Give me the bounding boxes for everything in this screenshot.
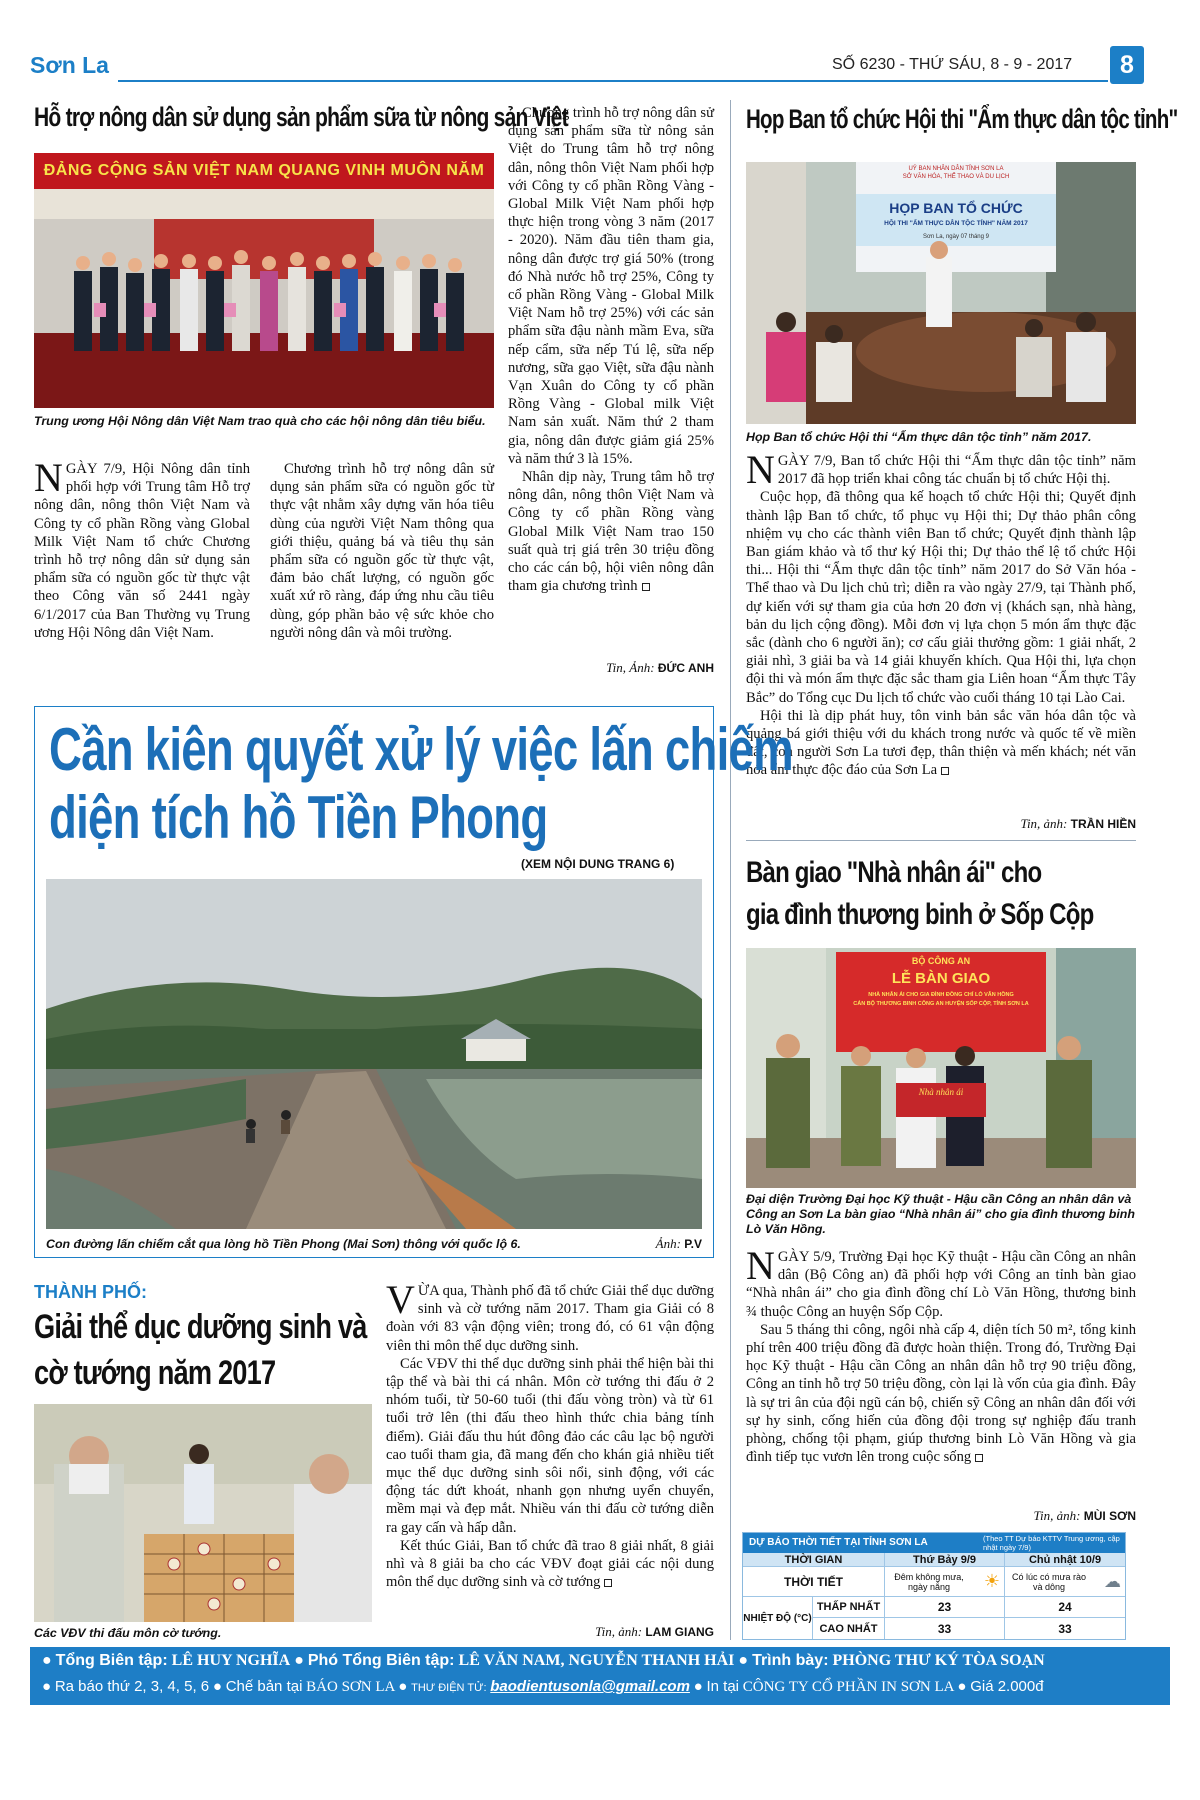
article2-title: Họp Ban tổ chức Hội thi "Ẩm thực dân tộc tỉnh" <box>746 104 1178 134</box>
article5-title-line2: cờ tướng năm 2017 <box>34 1354 276 1392</box>
end-mark <box>941 767 949 775</box>
byline-author: LAM GIANG <box>645 1625 714 1639</box>
footer-email-label: THƯ ĐIỆN TỬ: <box>411 1682 487 1694</box>
article1-col2-text: Chương trình hỗ trợ nông dân sử dụng sản phẩm sữa có nguồn gốc từ thực vật nhằm xây dựng văn hóa tiêu dùng của người Việt Nam thông qua giới thiệu, quảng bá và tiêu thụ sản phẩm sữa có nguồn gốc từ thực vật, đảm bảo chất lượng, có nguồn gốc xuất xứ rõ ràng, đáp ứng nhu cầu tiêu dùng, góp phần bảo vệ sức khỏe cho người nông dân và môi trường. <box>270 461 494 641</box>
footer-editor-label: Tổng Biên tập: <box>55 1652 168 1669</box>
article2-byline <box>990 816 1136 832</box>
article2-photo <box>746 162 1136 424</box>
article5-title-line1: Giải thể dục dưỡng sinh và <box>34 1308 367 1346</box>
article1-byline <box>508 660 714 676</box>
article5-p3: Kết thúc Giải, Ban tổ chức đã trao 8 giải nhất, 8 giải nhì và 8 giải ba cho các VĐV đoạt giải các nội dung môn thể dục dưỡng sinh và cờ tướng <box>386 1537 714 1591</box>
article1-photo <box>34 153 494 408</box>
footer-row-2: ● Ra báo thứ 2, 3, 4, 5, 6 ● Chế bản tại BÁO SƠN LA ● THƯ ĐIỆN TỬ: baodientusonla@gmail.com ● In tại CÔNG TY CỔ PHẦN IN SƠN LA ● Giá 2.000đ <box>42 1678 1044 1695</box>
article1-col3-p2: Nhân dịp này, Trung tâm hỗ trợ nông dân, nông thôn Việt Nam và Công ty cổ phần Rồng vàng Global Milk Việt Nam trao 150 suất quà trị giá trên 30 triệu đồng cho các cán bộ, hội viên nông dân tham gia chương trình <box>508 469 714 595</box>
article5-photo <box>34 1404 372 1622</box>
page-number: 8 <box>1110 46 1144 84</box>
weather-cond2-text: Có lúc có mưa rào và dông <box>1011 1571 1087 1592</box>
weather-cond2 <box>1005 1567 1125 1597</box>
weather-row-label: THỜI TIẾT <box>743 1567 885 1597</box>
footer-bar <box>30 1647 1170 1705</box>
article4-body <box>746 1243 1136 1466</box>
article1-title: Hỗ trợ nông dân sử dụng sản phẩm sữa từ nông sản Việt <box>34 102 568 132</box>
article4-photo-sub1: NHÀ NHÂN ÁI CHO GIA ĐÌNH ĐỒNG CHÍ LÒ VĂN HỒNG <box>868 992 1014 998</box>
article5-kicker: THÀNH PHỐ: <box>34 1282 147 1302</box>
weather-day1: Thứ Bảy 9/9 <box>885 1553 1005 1567</box>
article1-col1-text: GÀY 7/9, Hội Nông dân tỉnh phối hợp với Trung tâm Hỗ trợ nông dân, nông thôn Việt Nam và Công ty cổ phần Rồng vàng Global Milk Việt Nam tổ chức Chương trình hỗ trợ nông dân sử dụng sản phẩm sữa có nguồn gốc từ thực vật theo Công văn số 2441 ngày 6/1/2017 của Ban Thường vụ Trung ương Hội Nông dân Việt Nam. <box>34 461 250 641</box>
article2-photo-date: Sơn La, ngày 07 tháng 9 <box>923 234 989 240</box>
end-mark <box>604 1579 612 1587</box>
credit-author: P.V <box>684 1237 702 1251</box>
footer-deputy: LÊ VĂN NAM, NGUYỄN THANH HẢI <box>458 1652 735 1669</box>
byline-label: Tin, ảnh: <box>595 1624 643 1639</box>
article4-byline <box>986 1508 1136 1524</box>
article5-p1: ỪA qua, Thành phố đã tổ chức Giải thể dục dưỡng sinh và cờ tướng năm 2017. Tham gia Giải có 8 đoàn với 83 vận động viên; trong đó, có 61 vận động viên thi môn thể dục dưỡng sinh. <box>386 1283 714 1354</box>
weather-high2: 33 <box>1058 1621 1072 1636</box>
article3-credit <box>555 1236 702 1252</box>
article2-caption: Họp Ban tổ chức Hội thi “Ẩm thực dân tộc tỉnh” năm 2017. <box>746 430 1092 444</box>
article5-caption: Các VĐV thi đấu môn cờ tướng. <box>34 1626 222 1640</box>
footer-deputy-label: Phó Tổng Biên tập: <box>307 1652 455 1669</box>
credit-label: Ảnh: <box>655 1236 681 1251</box>
end-mark <box>642 583 650 591</box>
article3-box <box>34 706 793 1258</box>
weather-source: (Theo TT Dự báo KTTV Trung ương, cập nhật ngày 7/9) <box>983 1534 1120 1552</box>
article4-photo-board: Nhà nhân ái <box>918 1087 964 1097</box>
rain-cloud-icon: ☁ <box>1104 1571 1121 1591</box>
weather-low1: 23 <box>885 1597 1005 1618</box>
byline-label: Tin, ảnh: <box>1033 1508 1081 1523</box>
weather-col-time: THỜI GIAN <box>743 1553 885 1567</box>
article5-dropcap: V <box>386 1277 415 1322</box>
article1-dropcap: N <box>34 455 63 500</box>
byline-author: MÙI SƠN <box>1083 1509 1136 1523</box>
section-name: Sơn La <box>30 52 109 78</box>
end-mark <box>975 1454 983 1462</box>
footer-prepress: BÁO SƠN LA <box>306 1679 395 1695</box>
article4-p2: Sau 5 tháng thi công, ngôi nhà cấp 4, diện tích 50 m², tổng kinh phí trên 400 triệu đồng đã được hoàn thiện. Trong đó, Trường Đại học Kỹ thuật - Hậu cần Công an nhân dân hỗ trợ 90 triệu đồng, Công an tỉnh hỗ trợ 50 triệu đồng, còn lại là vốn của gia đình. Đây là sự tri ân của đội ngũ cán bộ, chiến sỹ Công an nhân dân đối với sự hy sinh, cống hiến của đồng đội trong sự nghiệp đấu tranh phòng, chống tội phạm, giúp thương binh Lò Văn Hồng và gia đình tiếp tục vươn lên trong cuộc sống <box>746 1321 1136 1466</box>
section-divider <box>746 840 1136 841</box>
weather-day2: Chủ nhật 10/9 <box>1005 1553 1125 1567</box>
article4-title-line2: gia đình thương binh ở Sốp Cộp <box>746 898 1094 931</box>
article2-photo-sub: HỘI THI "ẨM THỰC DÂN TỘC TỈNH" NĂM 2017 <box>884 220 1028 227</box>
header-rule <box>118 80 1108 82</box>
byline-author: ĐỨC ANH <box>657 661 714 675</box>
article4-dropcap: N <box>746 1243 775 1288</box>
article2-photo-heading: HỌP BAN TỔ CHỨC <box>889 200 1023 216</box>
article1-col1 <box>34 455 250 642</box>
article5-byline <box>540 1624 714 1640</box>
article1-photo-banner: ĐẢNG CỘNG SẢN VIỆT NAM QUANG VINH MUÔN NĂM <box>43 162 485 179</box>
article2-body <box>746 447 1136 780</box>
weather-high-label: CAO NHẤT <box>813 1618 885 1639</box>
article5-body <box>386 1277 714 1591</box>
sun-icon: ☀ <box>983 1571 1000 1591</box>
article2-photo-org: UỶ BAN NHÂN DÂN TỈNH SƠN LA <box>908 166 1004 172</box>
weather-high1: 33 <box>885 1618 1005 1639</box>
column-divider <box>730 100 731 1640</box>
footer-row-1: ● Tổng Biên tập: LÊ HUY NGHĨA ● Phó Tổng Biên tập: LÊ VĂN NAM, NGUYỄN THANH HẢI ● Trình bày: PHÒNG THƯ KÝ TÒA SOẠN <box>42 1652 1045 1669</box>
article4-photo-heading: LỄ BÀN GIAO <box>891 970 991 987</box>
weather-box <box>742 1532 1126 1640</box>
article2-p3: Hội thi là dịp phát huy, tôn vinh bản sắc văn hóa dân tộc và quảng bá giới thiệu với du khách trong nước và quốc tế về miền đất, con người Sơn La tươi đẹp, thân thiện và mến khách; nét văn hóa ẩm thực độc đáo của Sơn La <box>746 707 1136 779</box>
footer-layout-label: Trình bày: <box>752 1652 829 1669</box>
article4-p1: GÀY 5/9, Trường Đại học Kỹ thuật - Hậu cần Công an nhân dân (Bộ Công an) đã phối hợp với Công an tỉnh bàn giao “Nhà nhân ái” cho gia đình đồng chí Lò Văn Hồng, thương binh ¾ thuộc Công an huyện Sốp Cộp. <box>746 1249 1136 1320</box>
footer-layout: PHÒNG THƯ KÝ TÒA SOẠN <box>832 1652 1045 1669</box>
footer-schedule: Ra báo thứ 2, 3, 4, 5, 6 <box>54 1678 210 1695</box>
footer-printer: CÔNG TY CỔ PHẦN IN SƠN LA <box>742 1679 954 1695</box>
byline-author: TRẦN HIỀN <box>1070 817 1136 831</box>
article3-title-line1: Cần kiên quyết xử lý việc lấn chiếm <box>49 716 793 783</box>
article2-photo-dept: SỞ VĂN HÓA, THỂ THAO VÀ DU LỊCH <box>902 174 1010 180</box>
article4-photo-sub2: CÁN BỘ THƯƠNG BINH CÔNG AN HUYỆN SỐP CỘP, TỈNH SƠN LA <box>853 1001 1029 1007</box>
byline-label: Tin, ảnh: <box>1020 816 1068 831</box>
footer-prepress-label: Chế bản tại <box>225 1678 303 1695</box>
article3-see-more: (XEM NỘI DUNG TRANG 6) <box>521 857 675 871</box>
article4-photo <box>746 948 1136 1188</box>
weather-cond1 <box>885 1567 1005 1597</box>
byline-label: Tin, Ảnh: <box>606 660 655 675</box>
article2-dropcap: N <box>746 447 775 492</box>
article5-p2: Các VĐV thi thể dục dưỡng sinh phải thể hiện bài thi tập thể và bài thi cá nhân. Môn cờ tướng thi đấu ở 2 nhóm tuổi, từ 50-60 tuổi (thi đấu vòng tròn) và từ 61 tuổi trở lên (thi đấu theo hình thức chia bảng tính điểm). Giải đấu thu hút đông đảo các câu lạc bộ người cao tuổi tham gia, đã mang đến cho khán giả nhiều tiết mục thể dục dưỡng sinh sôi nổi, sinh động, với các động tác dứt khoát, nhanh gọn nhưng uyển chuyển, mềm mại và đẹp mắt. Nhiều ván thi đấu cờ tướng diễn ra gay cấn và hấp dẫn. <box>386 1355 714 1536</box>
weather-cond1-text: Đêm không mưa, ngày nắng <box>894 1571 964 1592</box>
footer-editor: LÊ HUY NGHĨA <box>171 1652 291 1669</box>
article1-col3-p1: Chương trình hỗ trợ nông dân sử dụng sản phẩm sữa từ nông sản Việt do Trung tâm hỗ trợ nông dân, nông thôn Việt Nam phối hợp với Công ty cổ phần Rồng Vàng - Global Milk Việt Nam phối hợp thực hiện trong vòng 3 năm (2017 - 2020). Năm đầu tiên tham gia, nông dân được trợ giá 50% (trong đó Nhà nước hỗ trợ 25%, Công ty cổ phần Rồng Vàng - Global Milk Việt Nam hỗ trợ 25%) với các sản phẩm sữa đậu nành mầm Eva, sữa nếp cẩm, sữa nếp Tú lệ, sữa nếp nương, sữa gạo Việt, sữa đậu nành Vạn Xuân do Công ty cổ phần Rồng Vàng - Global milk Việt Nam sản xuất. Năm thứ 2 tham gia, nông dân được giảm giá 25% và năm thứ 3 là 15%. <box>508 105 714 467</box>
article1-col3 <box>508 104 714 595</box>
article3-photo <box>46 879 702 1229</box>
article4-photo-org: BỘ CÔNG AN <box>911 956 971 966</box>
article3-title-line2: diện tích hồ Tiền Phong <box>49 784 548 851</box>
article2-p2: Cuộc họp, đã thông qua kế hoạch tổ chức Hội thi; Quyết định thành lập Ban tổ chức, tổ phục vụ Hội thi; Dự thảo phân công nhiệm vụ cho các thành viên Ban tổ chức; Quyết định thành lập Ban giám khảo và tổ thư ký Hội thi; Dự thảo thể lệ tổ chức Hội thi... Hội thi “Ẩm thực dân tộc tỉnh” năm 2017 do Sở Văn hóa - Thể thao và Du lịch chủ trì; diễn ra vào ngày 27/9, tại Thành phố, dự kiến với sự tham gia của hơn 20 đơn vị (khách sạn, nhà hàng, bản du lịch cộng đồng). Mỗi đơn vị lựa chọn 5 món ẩm thực đặc sắc (dành cho 6 người ăn); cơ cấu giải thưởng gồm: 1 giải nhất, 2 giải nhì, 3 giải ba và 14 giải khuyến khích. Qua Hội thi, lựa chọn đội thi và món ẩm thực đặc sắc tham gia Liên hoan “Ẩm thực Tây Bắc” do Tổng cục Du lịch tổ chức vào cuối tháng 10 tại Lào Cai. <box>746 489 1136 706</box>
article4-caption: Đại diện Trường Đại học Kỹ thuật - Hậu cần Công an nhân dân và Công an Sơn La bàn giao “Nhà nhân ái” cho gia đình thương binh Lò Văn Hồng. <box>746 1192 1135 1236</box>
article3-caption: Con đường lấn chiếm cắt qua lòng hồ Tiền Phong (Mai Sơn) thông với quốc lộ 6. <box>46 1237 521 1251</box>
article2-p1: GÀY 7/9, Ban tổ chức Hội thi “Ẩm thực dân tộc tỉnh” năm 2017 đã họp triển khai công tác chuẩn bị tổ chức Hội thị. <box>777 453 1136 488</box>
article1-caption: Trung ương Hội Nông dân Việt Nam trao quà cho các hội nông dân tiêu biểu. <box>34 414 486 428</box>
issue-info: SỐ 6230 - THỨ SÁU, 8 - 9 - 2017 <box>832 56 1073 73</box>
weather-temp-label: NHIỆT ĐỘ (°C) <box>743 1597 813 1639</box>
article1-col2 <box>270 460 494 642</box>
article4-title-line1: Bàn giao "Nhà nhân ái" cho <box>746 856 1042 889</box>
footer-email-link[interactable]: baodientusonla@gmail.com <box>490 1678 690 1695</box>
weather-title: DỰ BÁO THỜI TIẾT TẠI TỈNH SƠN LA <box>749 1537 928 1548</box>
footer-price: Giá 2.000đ <box>970 1678 1044 1695</box>
footer-print-label: In tại <box>706 1678 740 1695</box>
weather-low2: 24 <box>1005 1597 1125 1618</box>
weather-low-label: THẤP NHẤT <box>813 1597 885 1618</box>
